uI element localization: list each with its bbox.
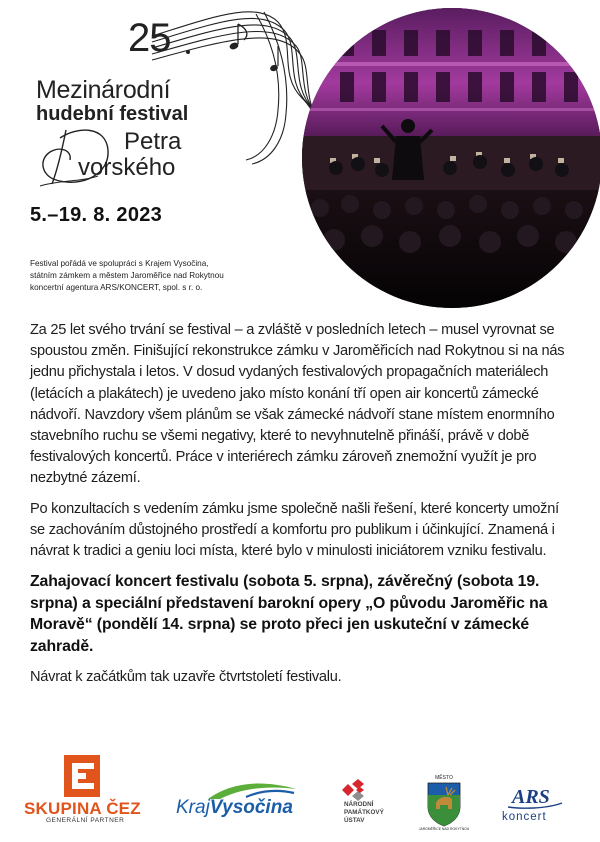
credits-line: Festival pořádá ve spolupráci s Krajem Vysočina, — [30, 259, 209, 268]
sponsor-logos — [0, 745, 596, 835]
svg-text:MĚSTO: MĚSTO — [435, 775, 453, 781]
paragraph-closing: Návrat k začátkům tak uzavře čtvrtstoletí festivalu. — [30, 668, 342, 685]
jaromerice-crest-icon — [418, 773, 470, 831]
festival-edition-number: 25 — [128, 16, 171, 60]
credits-line: koncertní agentura ARS/KONCERT, spol. s r. o. — [30, 282, 203, 292]
festival-title-line4: vorského — [78, 154, 176, 181]
cez-name: SKUPINA ČEZ — [24, 799, 141, 818]
festival-title-line3: Petra — [124, 128, 182, 155]
svg-text:ARS: ARS — [512, 786, 550, 808]
npu-logo-icon — [340, 779, 366, 801]
festival-dates: 5.–19. 8. 2023 — [30, 204, 163, 226]
paragraph-history: Za 25 let svého trvání se festival – a zvláště v posledních letech – musel vyrovnat se spoustou změn. Finišující rekonstrukce zámku v Jaroměřicích nad Rokytnou si na nás jednu přichystala i letos. V dosud vydaných festivalových propagačních materiálech (letácích a plakátech) je uvedeno jako místo konání tří open air koncertů zámecké nádvoří. Navzdory všem plánům se však zámecké nádvoří stane místem enormního stavebního ruchu se všemi negativy, které to nevyhnutelně přináší, právě v době festivalových koncertů. Práce v interiérech zámku zároveň znemožní využít je pro nezbytné zázemí. — [30, 322, 565, 487]
orchestra-concert-photo — [300, 8, 600, 308]
header — [0, 0, 596, 320]
festival-logo — [20, 10, 320, 200]
kraj-vysocina-name — [176, 797, 293, 819]
festival-title-line1: Mezinárodní — [36, 76, 171, 104]
cez-partner-label: GENERÁLNÍ PARTNER — [46, 817, 125, 824]
paragraph-concert-venues: Zahajovací koncert festivalu (sobota 5. srpna), závěrečný (sobota 19. srpna) a speciální představení barokní opery „O původu Jaroměřic na Moravě“ (pondělí 14. srpna) se proto přeci jen uskuteční v zámecké zahradě. — [30, 573, 548, 656]
credits-line: státním zámkem a městem Jaroměřice nad Rokytnou — [30, 270, 224, 280]
ars-koncert-logo-icon — [506, 783, 564, 813]
svg-text:JAROMĚŘICE NAD ROKYTNOU: JAROMĚŘICE NAD ROKYTNOU — [418, 827, 470, 831]
organizer-credits — [30, 258, 270, 294]
cez-logo-icon — [62, 753, 102, 799]
edition-dot — [186, 50, 190, 54]
paragraph-solution: Po konzultacích s vedením zámku jsme společně našli řešení, které koncerty umožní se zachováním důstojného prostředí a komfortu pro publikum i účinkující. Znamená i návrat k tradici a geniu loci místa, které bylo v minulosti iniciátorem vzniku festivalu. — [30, 500, 559, 560]
article-body — [30, 320, 570, 697]
npu-name: NÁRODNÍ PAMÁTKOVÝ ÚSTAV — [344, 801, 384, 824]
ars-koncert-label: koncert — [502, 811, 547, 823]
vysocina-word: Vysočina — [209, 797, 293, 818]
festival-title-line2: hudební festival — [36, 103, 189, 125]
kraj-word: Kraj — [176, 797, 210, 818]
